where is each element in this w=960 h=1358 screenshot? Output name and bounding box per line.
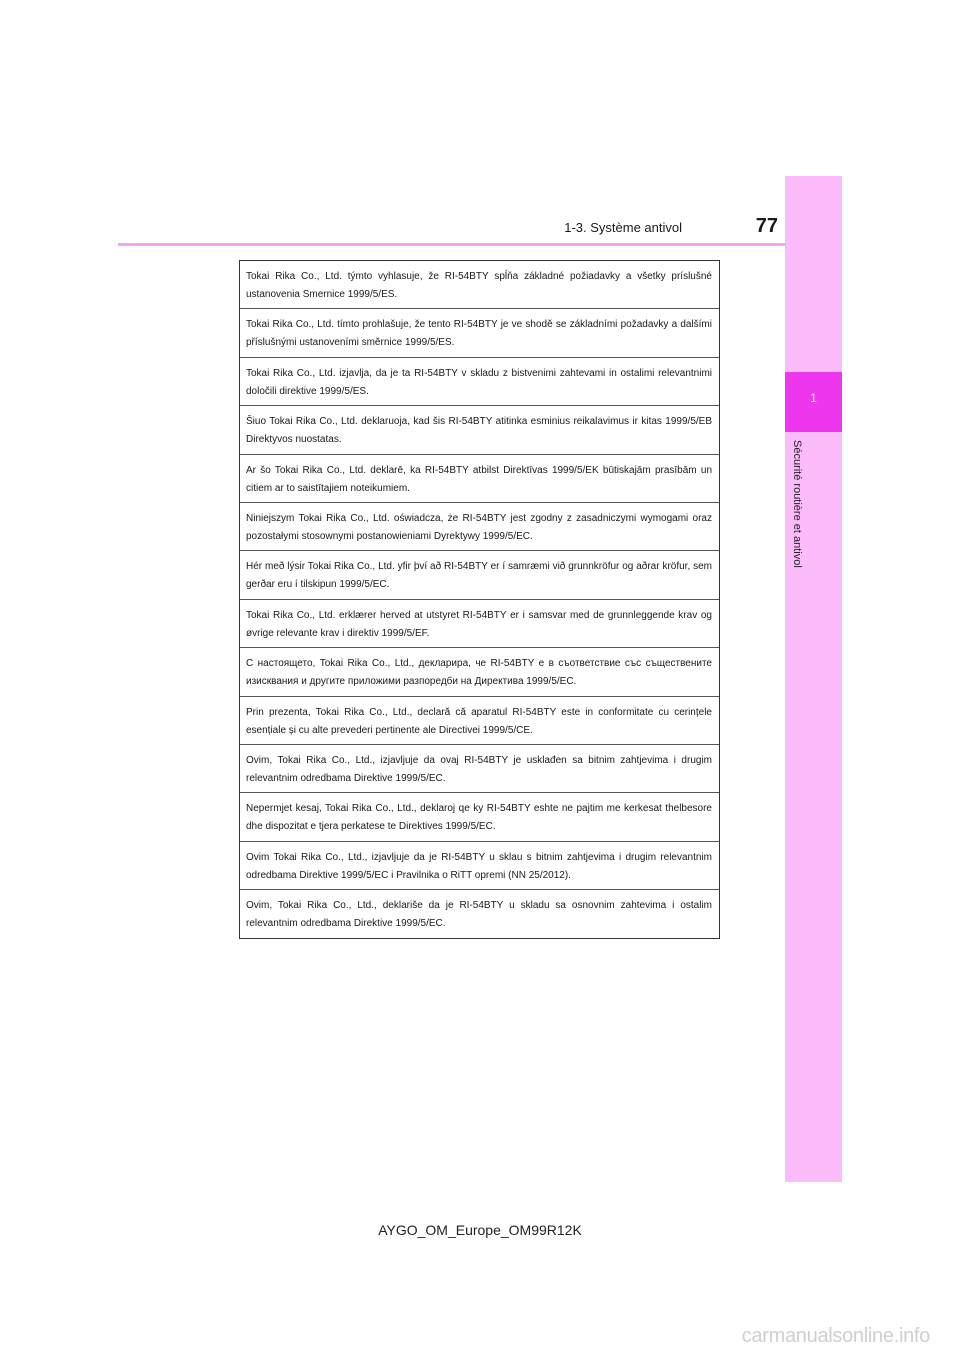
watermark: carmanualsonline.info	[741, 1325, 930, 1347]
declarations-table	[239, 260, 720, 939]
declaration-bosnian: Ovim, Tokai Rika Co., Ltd., izjavljuje da ovaj RI-54BTY je usklađen sa bitnim zahtjevima i drugim relevantnim odredbama Direktive 1999/5/EC.	[240, 745, 719, 793]
section-title: 1-3. Système antivol	[564, 220, 682, 235]
declaration-czech: Tokai Rika Co., Ltd. tímto prohlašuje, že tento RI-54BTY je ve shodě se základními požadavky a dalšími příslušnými ustanoveními směrnice 1999/5/ES.	[240, 309, 719, 357]
declaration-norwegian: Tokai Rika Co., Ltd. erklærer herved at utstyret RI-54BTY er i samsvar med de grunnleggende krav og øvrige relevante krav i direktiv 1999/5/EF.	[240, 600, 719, 648]
chapter-label: Sécurité routière et antivol	[791, 440, 803, 568]
declaration-slovak: Tokai Rika Co., Ltd. týmto vyhlasuje, že RI-54BTY spĺňa základné požiadavky a všetky príslušné ustanovenia Smernice 1999/5/ES.	[240, 261, 719, 309]
declaration-polish: Niniejszym Tokai Rika Co., Ltd. oświadcza, że RI-54BTY jest zgodny z zasadniczymi wymogami oraz pozostałymi stosownymi postanowieniami Dyrektywy 1999/5/EC.	[240, 503, 719, 551]
page-number: 77	[755, 215, 778, 237]
declaration-latvian: Ar šo Tokai Rika Co., Ltd. deklarē, ka RI-54BTY atbilst Direktīvas 1999/5/EK būtiskajām prasībām un citiem ar to saistītajiem noteikumiem.	[240, 455, 719, 503]
declaration-lithuanian: Šiuo Tokai Rika Co., Ltd. deklaruoja, kad šis RI-54BTY atitinka esminius reikalavimus ir kitas 1999/5/EB Direktyvos nuostatas.	[240, 406, 719, 454]
declaration-romanian: Prin prezenta, Tokai Rika Co., Ltd., declară că aparatul RI-54BTY este in conformitate cu cerințele esențiale și cu alte prevederi pertinente ale Directivei 1999/5/CE.	[240, 697, 719, 745]
declaration-albanian: Nepermjet kesaj, Tokai Rika Co., Ltd., deklaroj qe ky RI-54BTY eshte ne pajtim me kerkesat thelbesore dhe dispozitat e tjera perkatese te Direktives 1999/5/EC.	[240, 793, 719, 841]
chapter-number-tab[interactable]: 1	[785, 372, 842, 432]
declaration-slovenian: Tokai Rika Co., Ltd. izjavlja, da je ta RI-54BTY v skladu z bistvenimi zahtevami in ostalimi relevantnimi določili direktive 1999/5/ES.	[240, 358, 719, 406]
declaration-serbian: Ovim, Tokai Rika Co., Ltd., deklariše da je RI-54BTY u skladu sa osnovnim zahtevima i ostalim relevantnim odredbama Direktive 1999/5/EC.	[246, 900, 712, 930]
declaration-bulgarian: С настоящето, Tokai Rika Co., Ltd., декларира, че RI-54BTY е в съответствие със съществените изисквания и другите приложими разпоредби на Директива 1999/5/EC.	[240, 648, 719, 696]
declaration-croatian: Ovim Tokai Rika Co., Ltd., izjavljuje da je RI-54BTY u sklau s bitnim zahtjevima i drugim relevantnim odredbama Direktive 1999/5/EC i Pravilnika o RiTT opremi (NN 25/2012).	[240, 842, 719, 890]
declaration-icelandic: Hér með lýsir Tokai Rika Co., Ltd. yfir því að RI-54BTY er í samræmi við grunnkröfur og aðrar kröfur, sem gerðar eru í tilskipun 1999/5/EC.	[240, 551, 719, 599]
document-code: AYGO_OM_Europe_OM99R12K	[378, 1222, 582, 1238]
header-divider	[118, 243, 786, 246]
side-tab	[785, 176, 842, 1182]
